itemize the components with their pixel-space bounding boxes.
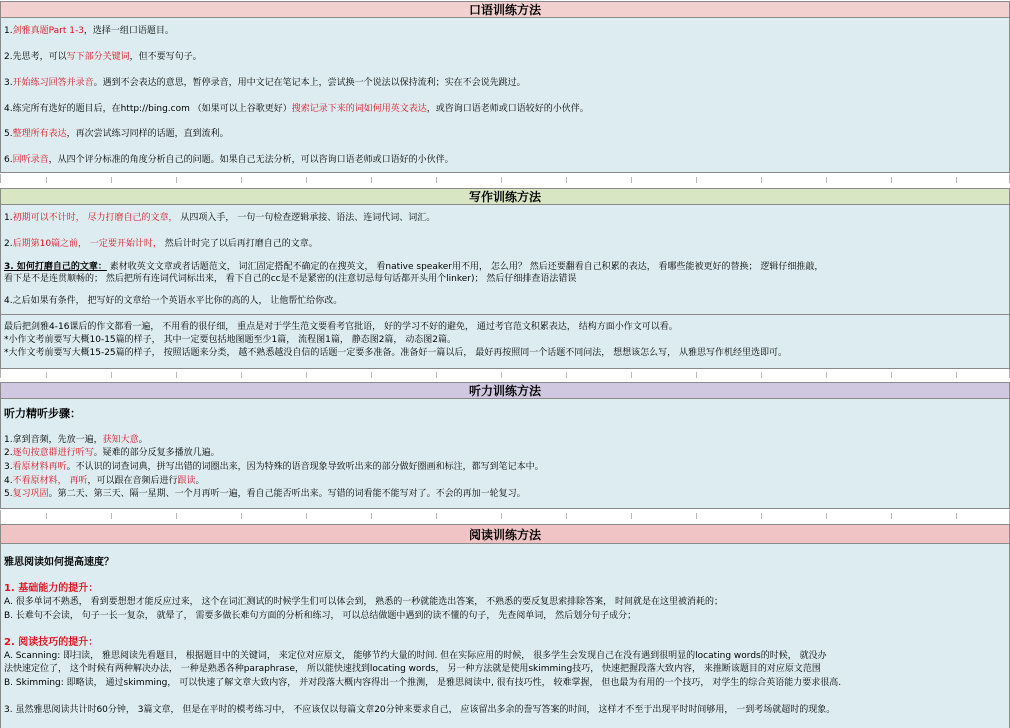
reading-section-1-title: 1. 基础能力的提升： [4,583,99,594]
reading-point-2b: B. Skimming: 即略读， 通过skimming， 可以快速了解文章大致内容， 并对段落大概内容得出一个推测， 是雅思阅读中, 很有技巧性， 较难掌握， 但也最为有用的一个技巧， 对学生的综合英语能力要求很高. [4,678,842,688]
writing-note-2: *小作文考前要写大概10-15篇的样子， 其中一定要包括地图题至少1篇， 流程图1篇， 静态图2篇， 动态图2篇。 [4,335,457,345]
reading-point-2a: A. Scanning: 即扫读， 雅思阅读先看题目， 根据题目中的关键词， 来定位对应原文， 能够节约大量的时间. 但在实际应用的时候， 很多学生会发现自己在没有遇到很明显的locating words的时候， 就没办 [4,651,827,661]
listening-step-4: 4.不看原材料， 再听，可以跟在音频后进行跟读。 [4,476,205,486]
reading-point-1b: B. 长难句不会读， 句子一长一复杂， 就晕了， 需要多做长难句方面的分析和练习， 可以总结做题中遇到的读不懂的句子， 先查阅单词， 然后划分句子成分； [4,611,637,621]
writing-step-1: 1.初期可以不计时， 尽力打磨自己的文章， 从四项入手， 一句一句检查逻辑承接、语法、连词代词、词汇。 [4,213,436,223]
row-gap [0,369,1010,378]
writing-note-1: 最后把剑雅4-16课后的作文都看一遍， 不用看的很仔细， 重点是对于学生范文要看考官批语， 好的学习不好的避免， 通过考官范文积累表达， 结构方面小作文可以看。 [4,322,678,332]
listening-step-3: 3.看原材料再听。不认识的词查词典，拼写出错的词圈出来，因为特殊的语音现象导致听出来的部分做好圈画和标注，都写到笔记本中。 [4,462,544,472]
reading-point-1a: A. 很多单词不熟悉， 看到要想想才能反应过来， 这个在词汇测试的时候学生们可以体会到， 熟悉的一秒就能选出答案， 不熟悉的要反复思索排除答案， 时间就是在这里被消耗的； [4,597,724,607]
speaking-step-4: 4.练完所有选好的题目后，在http://bing.com （如果可以上谷歌更好）搜索记录下来的词如何用英文表达，或咨询口语老师或口语较好的小伙伴。 [4,104,589,114]
writing-step-2: 2.后期第10篇之前， 一定要开始计时， 然后计时完了以后再打磨自己的文章。 [4,239,318,249]
speaking-step-3: 3.开始练习回答并录音。遇到不会表达的意思，暂停录音，用中文记在笔记本上，尝试换一个说法以保持流利；实在不会说先跳过。 [4,78,526,88]
listening-heading: 听力精听步骤： [4,407,81,420]
reading-title [0,524,1010,544]
listening-title-text: 听力训练方法 [468,384,541,398]
writing-title [0,188,1010,205]
reading-point-2a-cont: 法快速定位了， 这个时候有两种解决办法， 一种是熟悉各种paraphrase， 所以能快速找到locating words， 另一种方法就是使用skimming技巧， 快速把握段落大致内容， 来推断该题目的对应原文范围 [4,664,821,674]
writing-section[interactable] [0,205,1010,315]
writing-step-3-cont: 看下是不是连贯顺畅的； 然后把所有连词代词标出来， 看下自己的cc是不是紧密的(注意切忌每句话都开头用个linker)； 然后仔细排查语法错误 [4,274,577,284]
listening-section[interactable] [0,399,1010,509]
row-gap [0,174,1010,183]
listening-step-5: 5.复习巩固。第二天、第三天、隔一星期、一个月再听一遍，看自己能否听出来。写错的词看能不能写对了。不会的再加一轮复习。 [4,489,526,499]
speaking-step-6: 6.回听录音，从四个评分标准的角度分析自己的问题。如果自己无法分析，可以咨询口语老师或口语好的小伙伴。 [4,155,454,165]
listening-title [0,382,1010,399]
speaking-step-2: 2.先思考，可以写下部分关键词，但不要写句子。 [4,52,202,62]
listening-step-2: 2.逐句按意群进行听写。疑难的部分反复多播放几遍。 [4,448,220,458]
reading-heading: 雅思阅读如何提高速度？ [4,557,114,568]
reading-section[interactable] [0,544,1010,728]
speaking-section[interactable] [0,18,1010,173]
reading-title-text: 阅读训练方法 [468,528,541,542]
speaking-step-5: 5.整理所有表达，再次尝试练习同样的话题，直到流利。 [4,129,229,139]
row-gap [0,510,1010,524]
writing-step-3: 3. 如何打磨自己的文章： 素材收英文文章或者话题范文， 词汇固定搭配不确定的在搜英文， 看native speaker用不用， 怎么用？ 然后还要翻看自己积累的表达， 看哪些能被更好的替换； 逻辑仔细推敲， [4,262,824,272]
speaking-title-text: 口语训练方法 [468,3,541,17]
listening-step-1: 1.拿到音频，先放一遍，获知大意。 [4,435,148,445]
writing-notes[interactable] [0,315,1010,369]
writing-note-3: *大作文考前要写大概15-25篇的样子， 按照话题来分类， 越不熟悉越没自信的话题一定要多准备。准备好一篇以后， 最好再按照同一个话题不同问法， 想想该怎么写， 从雅思写作机经里选即可。 [4,348,787,358]
speaking-step-1: 1.剑雅真题Part 1-3，选择一组口语题目。 [4,26,174,36]
writing-title-text: 写作训练方法 [468,190,541,204]
reading-section-2-title: 2. 阅读技巧的提升： [4,637,99,648]
reading-point-3: 3. 虽然雅思阅读共计时60分钟， 3篇文章， 但是在平时的模考练习中， 不应该仅以每篇文章20分钟来要求自己， 应该留出多余的誊写答案的时间， 这样才不至于出现平时时间够用， 一到考场就超时的现象。 [4,705,836,715]
speaking-title [0,1,1010,18]
writing-step-4: 4.之后如果有条件， 把写好的文章给一个英语水平比你的高的人， 让他帮忙给你改。 [4,296,343,306]
